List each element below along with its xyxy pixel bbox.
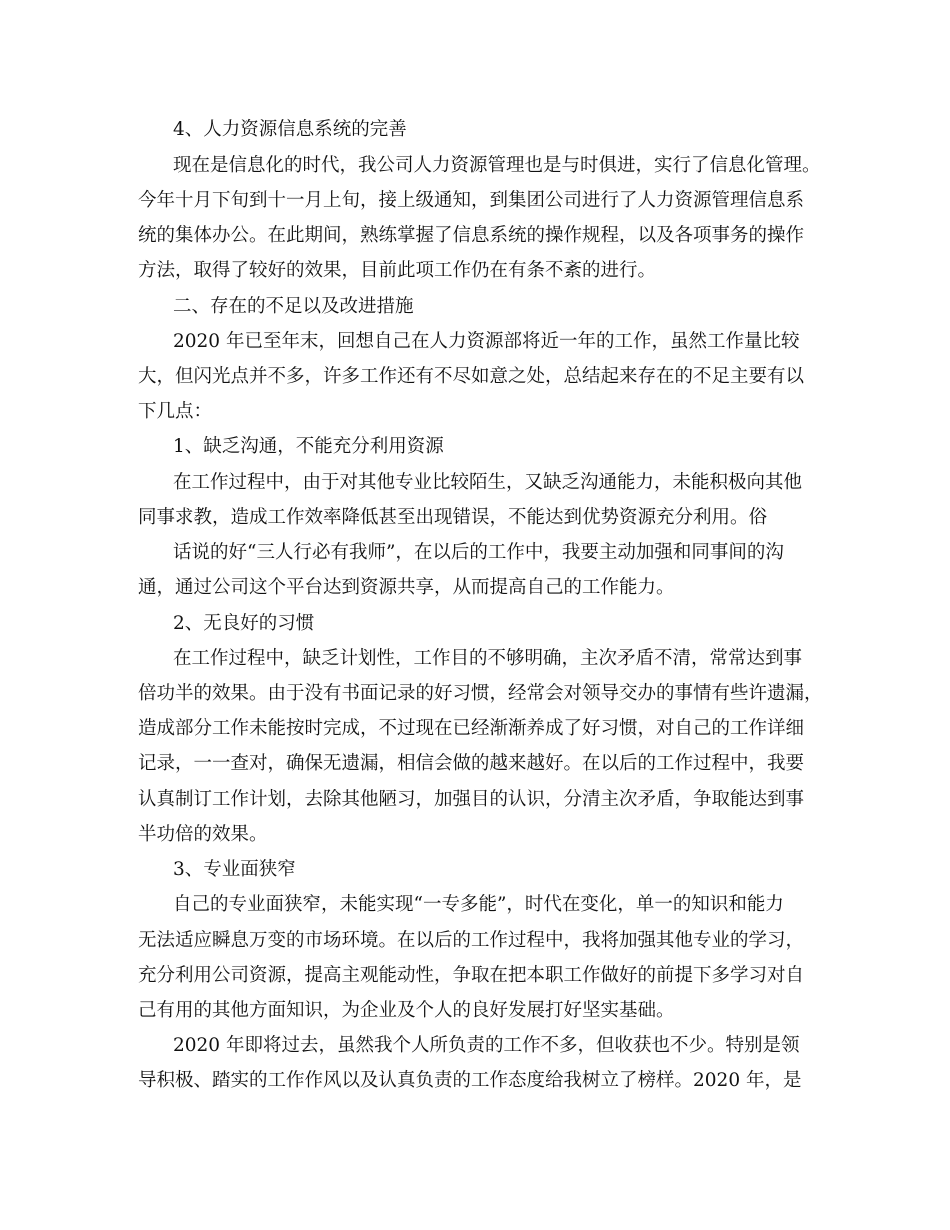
paragraph-line: 自己的专业面狭窄，未能实现“一专多能”，时代在变化，单一的知识和能力 (173, 894, 784, 915)
paragraph-line: 己有用的其他方面知识，为企业及个人的良好发展打好坚实基础。 (138, 1000, 675, 1021)
paragraph-line: 下几点： (138, 401, 213, 422)
paragraph-line: 充分利用公司资源，提高主观能动性，争取在把本职工作做好的前提下多学习对自 (138, 965, 805, 986)
paragraph-line: 记录，一一查对，确保无遗漏，相信会做的越来越好。在以后的工作过程中，我要 (138, 753, 805, 774)
heading-no-good-habits: 2、无良好的习惯 (173, 613, 315, 634)
paragraph-line: 2020 年已至年末，回想自己在人力资源部将近一年的工作，虽然工作量比较 (173, 331, 800, 352)
heading-lack-communication: 1、缺乏沟通，不能充分利用资源 (173, 436, 444, 457)
paragraph-line: 倍功半的效果。由于没有书面记录的好习惯，经常会对领导交办的事情有些许遗漏， (138, 683, 823, 704)
paragraph-line: 现在是信息化的时代，我公司人力资源管理也是与时俱进，实行了信息化管理。 (173, 155, 821, 176)
paragraph-line: 统的集体办公。在此期间，熟练掌握了信息系统的操作规程，以及各项事务的操作 (138, 225, 805, 246)
paragraph-line: 在工作过程中，由于对其他专业比较陌生，又缺乏沟通能力，未能积极向其他 (173, 472, 803, 493)
paragraph-line: 半功倍的效果。 (138, 824, 268, 845)
paragraph-line: 认真制订工作计划，去除其他陋习，加强目的认识，分清主次矛盾，争取能达到事 (138, 789, 805, 810)
paragraph-line: 方法，取得了较好的效果，目前此项工作仍在有条不紊的进行。 (138, 260, 657, 281)
paragraph-line: 同事求教，造成工作效率降低甚至出现错误，不能达到优势资源充分利用。俗 (138, 507, 768, 528)
paragraph-line: 2020 年即将过去，虽然我个人所负责的工作不多，但收获也不少。特别是领 (173, 1035, 800, 1056)
section-heading-shortcomings: 二、存在的不足以及改进措施 (173, 296, 414, 317)
paragraph-line: 在工作过程中，缺乏计划性，工作目的不够明确，主次矛盾不清，常常达到事 (173, 648, 803, 669)
heading-narrow-specialty: 3、专业面狭窄 (173, 859, 296, 880)
paragraph-line: 话说的好“三人行必有我师”，在以后的工作中，我要主动加强和同事间的沟 (173, 542, 784, 563)
paragraph-line: 通，通过公司这个平台达到资源共享，从而提高自己的工作能力。 (138, 577, 675, 598)
paragraph-line: 今年十月下旬到十一月上旬，接上级通知，到集团公司进行了人力资源管理信息系 (138, 190, 805, 211)
paragraph-line: 无法适应瞬息万变的市场环境。在以后的工作过程中，我将加强其他专业的学习， (138, 930, 805, 951)
paragraph-line: 大，但闪光点并不多，许多工作还有不尽如意之处，总结起来存在的不足主要有以 (138, 366, 805, 387)
heading-hr-info-system: 4、人力资源信息系统的完善 (173, 119, 407, 140)
paragraph-line: 导积极、踏实的工作作风以及认真负责的工作态度给我树立了榜样。2020 年，是 (138, 1070, 802, 1091)
paragraph-line: 造成部分工作未能按时完成，不过现在已经渐渐养成了好习惯，对自己的工作详细 (138, 718, 805, 739)
